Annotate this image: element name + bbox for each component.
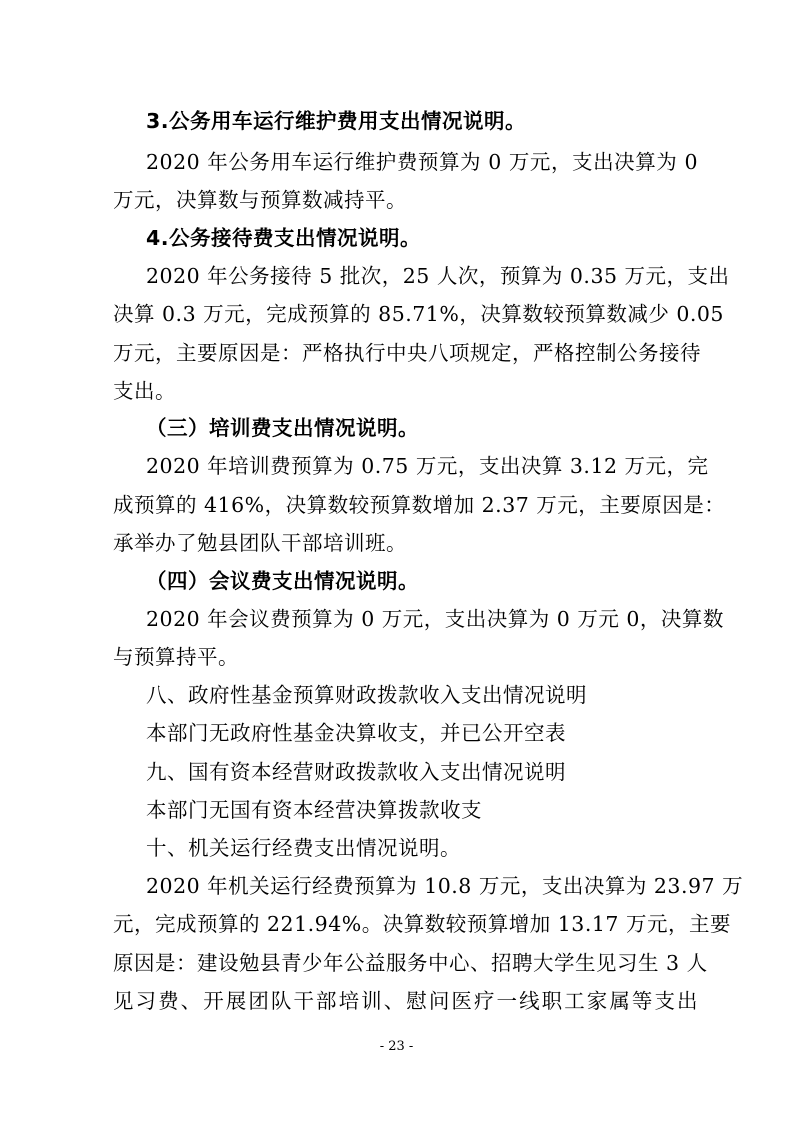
training-paragraph-line-3: 承举办了勉县团队干部培训班。 — [113, 531, 407, 555]
operations-paragraph-line-3: 原因是：建设勉县青少年公益服务中心、招聘大学生见习生 3 人 — [113, 951, 708, 975]
training-paragraph-line-1: 2020 年培训费预算为 0.75 万元，支出决算 3.12 万元，完 — [146, 454, 709, 478]
reception-heading: 4.公务接待费支出情况说明。 — [146, 226, 422, 250]
reception-paragraph-line-2: 决算 0.3 万元，完成预算的 85.71%，决算数较预算数减少 0.05 — [113, 302, 724, 326]
operations-paragraph-line-2: 元，完成预算的 221.94%。决算数较预算增加 13.17 万元，主要 — [113, 912, 731, 936]
vehicle-heading: 3.公务用车运行维护费用支出情况说明。 — [146, 109, 527, 133]
meeting-paragraph-line-1: 2020 年会议费预算为 0 万元，支出决算为 0 万元 0，决算数 — [146, 607, 724, 631]
meeting-heading: （四）会议费支出情况说明。 — [146, 569, 419, 593]
page-number: - 23 - — [379, 1039, 414, 1054]
meeting-paragraph-line-2: 与预算持平。 — [113, 645, 239, 669]
gov-fund-paragraph-line-1: 本部门无政府性基金决算收支，并已公开空表 — [146, 721, 566, 745]
vehicle-paragraph-line-1: 2020 年公务用车运行维护费预算为 0 万元，支出决算为 0 — [146, 150, 698, 174]
state-capital-paragraph-line-1: 本部门无国有资本经营决算拨款收支 — [146, 798, 482, 822]
training-heading: （三）培训费支出情况说明。 — [146, 416, 419, 440]
operations-paragraph-line-1: 2020 年机关运行经费预算为 10.8 万元，支出决算为 23.97 万 — [146, 874, 744, 898]
gov-fund-heading: 八、政府性基金预算财政拨款收入支出情况说明 — [146, 683, 587, 707]
operations-heading: 十、机关运行经费支出情况说明。 — [146, 836, 461, 860]
reception-paragraph-line-3: 万元，主要原因是：严格执行中央八项规定，严格控制公务接待 — [113, 341, 701, 365]
training-paragraph-line-2: 成预算的 416%，决算数较预算数增加 2.37 万元，主要原因是： — [113, 493, 726, 517]
vehicle-paragraph-line-2: 万元，决算数与预算数减持平。 — [113, 188, 407, 212]
operations-paragraph-line-4: 见习费、开展团队干部培训、慰问医疗一线职工家属等支出 — [113, 989, 698, 1013]
reception-paragraph-line-4: 支出。 — [113, 379, 176, 403]
reception-paragraph-line-1: 2020 年公务接待 5 批次，25 人次，预算为 0.35 万元，支出 — [146, 264, 730, 288]
state-capital-heading: 九、国有资本经营财政拨款收入支出情况说明 — [146, 760, 566, 784]
